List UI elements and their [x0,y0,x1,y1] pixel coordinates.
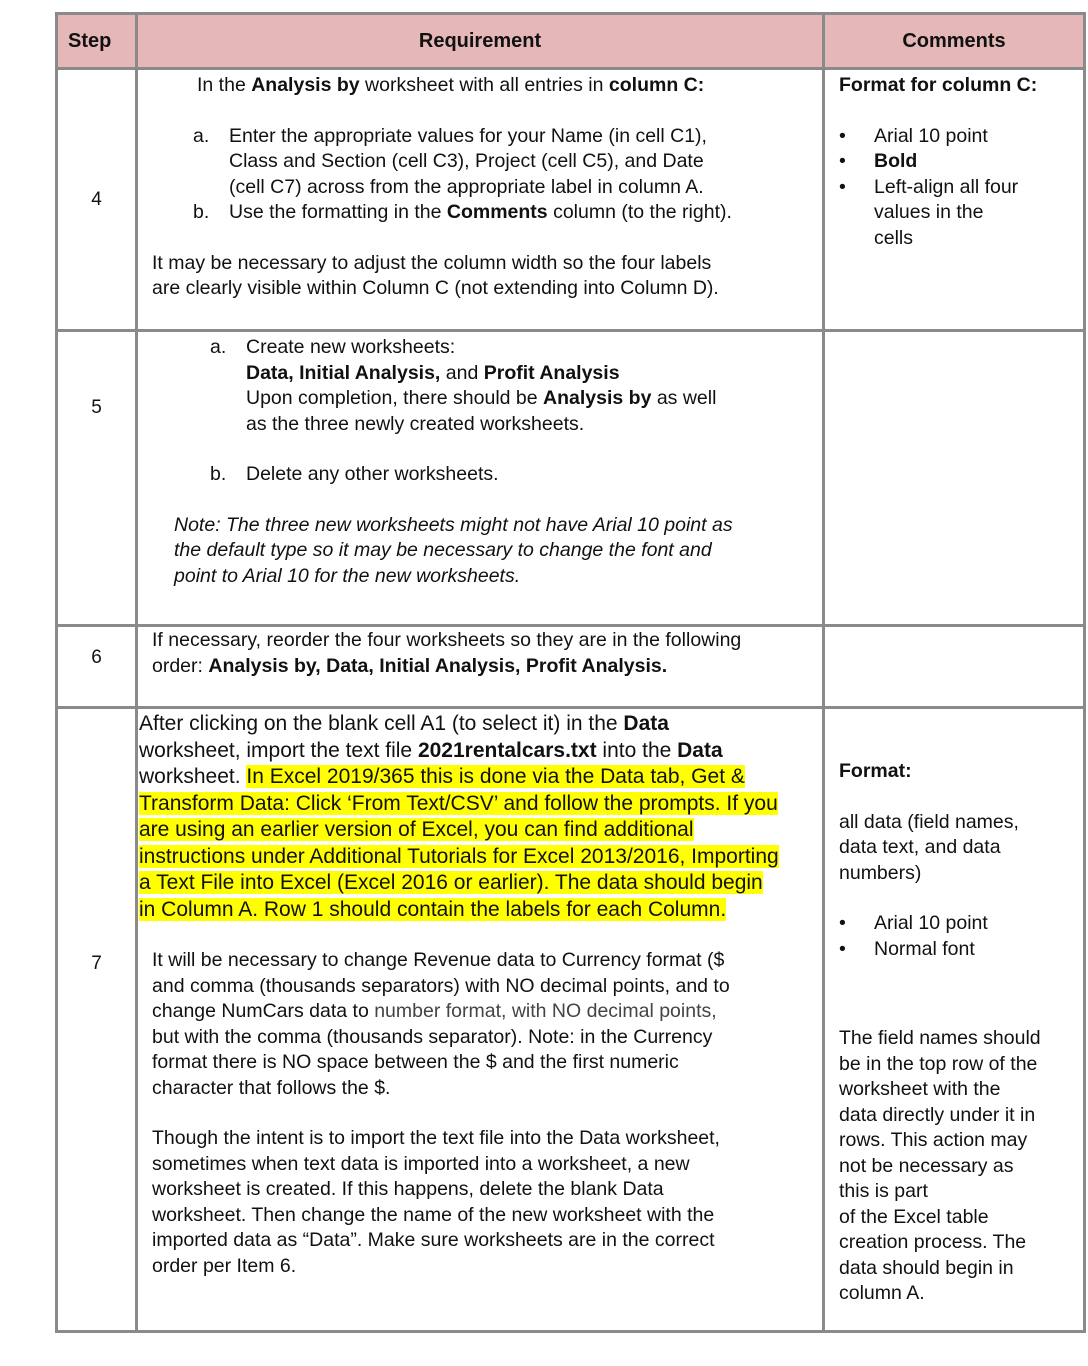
comments-para: The field names should be in the top row of the worksheet with the data directly under it in rows. This action may not be necessary as this is part of the Excel table creation process. The data should begin in column A. [839,1027,1041,1304]
requirement-cell [137,708,824,1332]
header-step: Step [57,14,137,69]
comments-cell [824,626,1085,708]
comments-title: Format for column C: [839,74,1038,96]
table-row-step-6 [57,626,1085,708]
comments-cell [824,331,1085,626]
bullet-item: • Left-align all four values in the cells [839,175,1019,249]
requirement-cell [137,69,824,331]
requirement-cell: If necessary, reorder the four worksheets so they are in the following order: Analysis by, Data, Initial Analysis, Profit Analysis. [137,626,824,708]
header-comments: Comments [824,14,1085,69]
highlighted-text: Transform Data: Click ‘From Text/CSV’ and follow the prompts. If you [139,791,778,815]
table-row-step-7 [57,708,1085,1332]
bullet-item: • Arial 10 point [839,912,988,934]
table-row-step-4 [57,69,1085,331]
step-number: 6 [57,626,137,708]
step-number: 7 [57,708,137,1332]
list-item: a. Create new worksheets: Data, Initial Analysis, and Profit Analysis Upon completion, there should be Analysis by as well as the three newly created worksheets. [210,336,717,435]
step-number: 4 [57,69,137,331]
note-text: Note: The three new worksheets might not have Arial 10 point as the default type so it may be necessary to change the font and point to Arial 10 for the new worksheets. [174,513,733,587]
requirement-cell [137,331,824,626]
format-instructions: It will be necessary to change Revenue data to Currency format ($ and comma (thousands separators) with NO decimal points, and to change NumCars data to number format, with NO decimal points, but with the comma (thousands separator). Note: in the Currency format there is NO space between the $ and the first numeric character that follows the $. [152,949,730,1099]
highlighted-text: are using an earlier version of Excel, you can find additional [139,818,694,841]
header-row [57,14,1085,69]
comments-cell [824,708,1085,1332]
comments-title: Format: [839,760,912,782]
bullet-item: • Arial 10 point [839,124,988,147]
header-requirement: Requirement [137,14,824,69]
requirements-table [55,12,1086,1333]
bullet-item: • Bold [839,150,918,172]
highlighted-text: a Text File into Excel (Excel 2016 or earlier). The data should begin [139,871,763,894]
intro-line: In the Analysis by worksheet with all entries in column C: [197,74,705,96]
list-item: b. Delete any other worksheets. [210,463,499,485]
rename-instructions: Though the intent is to import the text file into the Data worksheet, sometimes when text data is imported into a worksheet, a new worksheet is created. If this happens, delete the blank Data worksheet. Then change the name of the new worksheet with the imported data as “Data”. Make sure worksheets are in the correct order per Item 6. [152,1127,720,1277]
comments-desc: all data (field names, data text, and data numbers) [839,810,1019,884]
bullet-item: • Normal font [839,937,975,960]
step-number: 5 [57,331,137,626]
highlighted-text: instructions under Additional Tutorials for Excel 2013/2016, Importing [139,844,779,868]
table-row-step-5 [57,331,1085,626]
list-item: a. Enter the appropriate values for your Name (in cell C1), Class and Section (cell C3), Project (cell C5), and Date (cell C7) across from the appropriate label in column A. [193,124,707,198]
note-text: It may be necessary to adjust the column width so the four labels are clearly visible within Column C (not extending into Column D). [152,251,719,299]
highlighted-text: In Excel 2019/365 this is done via the Data tab, Get & [246,765,745,788]
list-item: b. Use the formatting in the Comments column (to the right). [193,201,732,223]
highlighted-text: in Column A. Row 1 should contain the labels for each Column. [139,897,727,921]
comments-cell [824,69,1085,331]
import-instructions: After clicking on the blank cell A1 (to select it) in the Data worksheet, import the text file 2021rentalcars.txt into the Data worksheet. In Excel 2019/365 this is done via the Data tab, Get & Transform Data: Click ‘From Text/CSV’ and follow the prompts. If you are using an earlier version of Excel, you can find additional instructions under Additional Tutorials for Excel 2013/2016, Importing a Text File into Excel (Excel 2016 or earlier). The data should begin in Column A. Row 1 should contain the labels for each Column. [139,712,779,921]
